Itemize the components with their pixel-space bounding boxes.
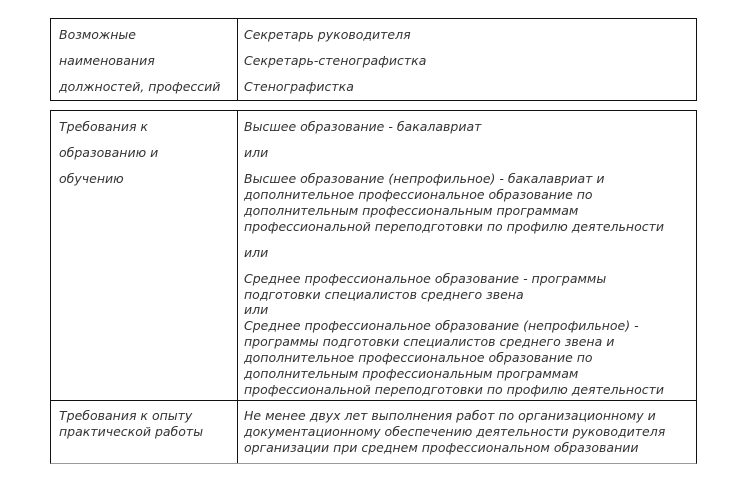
row-divider [51, 400, 696, 401]
education-label-line: образованию и [59, 145, 159, 160]
education-label-line: обучению [59, 171, 124, 186]
education-text-line: или [244, 145, 269, 160]
education-text-line: дополнительное профессиональное образование по [244, 350, 593, 365]
education-text-line: профессиональной переподготовки по профилю деятельности [244, 219, 664, 234]
column-divider [237, 19, 238, 100]
experience-text-line: документационному обеспечению деятельности руководителя [244, 424, 666, 439]
experience-label-line: практической работы [59, 424, 204, 439]
positions-label-line: наименования [59, 53, 155, 68]
positions-table [50, 18, 697, 101]
experience-text-line: Не менее двух лет выполнения работ по организационному и [244, 408, 656, 423]
education-text-line: дополнительное профессиональное образование по [244, 187, 593, 202]
experience-label-line: Требования к опыту [59, 408, 193, 423]
education-text-line: программы подготовки специалистов среднего звена и [244, 334, 615, 349]
education-text-line: Высшее образование (непрофильное) - бакалавриат и [244, 171, 605, 186]
positions-label-line: Возможные [59, 27, 136, 42]
education-text-line: Среднее профессиональное образование - программы [244, 271, 607, 286]
position-title: Секретарь-стенографистка [244, 53, 427, 68]
education-text-line: или [244, 245, 269, 260]
education-label-line: Требования к [59, 119, 148, 134]
education-text-line: или [244, 302, 269, 317]
positions-label-line: должностей, профессий [59, 79, 221, 94]
column-divider [237, 111, 238, 463]
experience-text-line: организации при среднем профессиональном образовании [244, 440, 639, 455]
education-text-line: дополнительным профессиональным программам [244, 203, 579, 218]
education-text-line: подготовки специалистов среднего звена [244, 287, 524, 302]
position-title: Стенографистка [244, 79, 354, 94]
requirements-table [50, 110, 697, 464]
education-text-line: Высшее образование - бакалавриат [244, 119, 482, 134]
education-text-line: профессиональной переподготовки по профилю деятельности [244, 382, 664, 397]
position-title: Секретарь руководителя [244, 27, 411, 42]
education-text-line: дополнительным профессиональным программам [244, 366, 579, 381]
education-text-line: Среднее профессиональное образование (непрофильное) - [244, 318, 639, 333]
